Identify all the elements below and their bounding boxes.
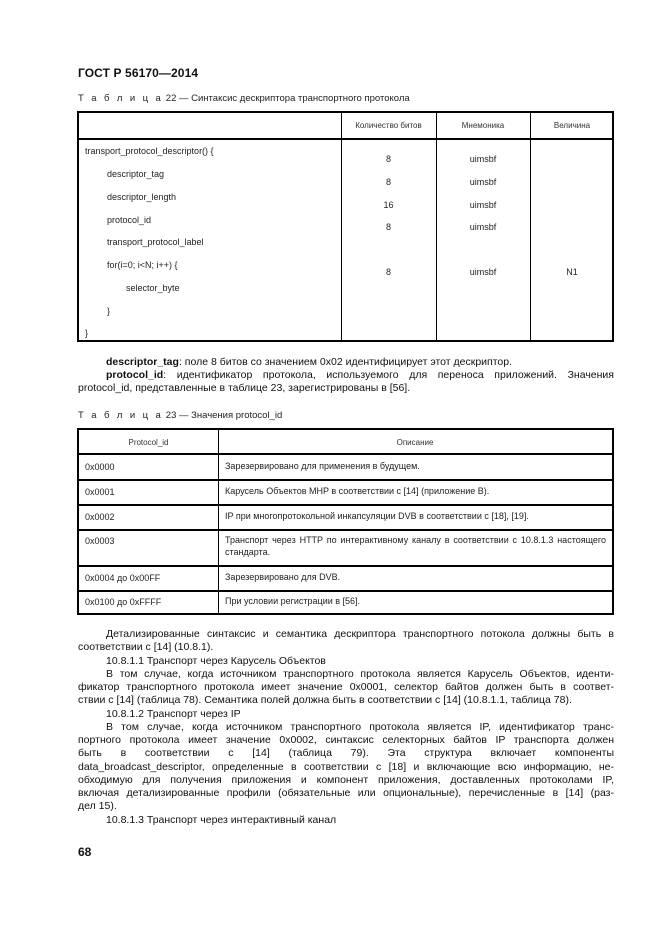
protocol-id-cell: 0x0004 до 0x00FF bbox=[85, 573, 161, 583]
protocol-id-cell: 0x0100 до 0xFFFF bbox=[85, 597, 162, 607]
body-line: data_broadcast_descriptor, определенные в соответствии с [18] и включающие всю информацию, не- bbox=[78, 761, 614, 773]
syntax-line: transport_protocol_descriptor() { bbox=[85, 146, 214, 156]
term: protocol_id bbox=[106, 369, 164, 381]
body-line: дел 15). bbox=[78, 800, 117, 812]
mnemonic-value: uimsbf bbox=[469, 267, 497, 277]
body-line: портного протокола имеет значение 0x0002, синтаксис селекторных байтов IP транспорта должен bbox=[78, 734, 614, 746]
section-heading-10-8-1-1: 10.8.1.1 Транспорт через Карусель Объектов bbox=[106, 655, 326, 667]
protocol-id-cell: 0x0003 bbox=[85, 536, 115, 546]
table-row bbox=[79, 531, 612, 565]
bits-value: 8 bbox=[385, 222, 391, 232]
table-23-protocol-ids bbox=[77, 428, 614, 615]
mnemonic-value: uimsbf bbox=[469, 154, 497, 164]
protocol-id-cell: 0x0002 bbox=[85, 512, 115, 522]
table-caption-prefix: Т а б л и ц а bbox=[78, 410, 164, 421]
table-row bbox=[79, 592, 612, 615]
paragraph-descriptor-tag bbox=[106, 356, 512, 369]
table-caption-text: — Синтаксис дескриптора транспортного протокола bbox=[179, 93, 410, 104]
body-line: обходимую для получения приложения и компонент приложения, доставленных протоколами IP, bbox=[78, 774, 614, 786]
mnemonic-value: uimsbf bbox=[469, 200, 497, 210]
syntax-line: transport_protocol_label bbox=[107, 237, 204, 247]
section-heading-10-8-1-3: 10.8.1.3 Транспорт через интерактивный канал bbox=[106, 814, 337, 826]
column-header-description: Описание bbox=[396, 438, 434, 447]
body-line: Детализированные синтаксис и семантика дескриптора транспортного потокола должны быть в bbox=[106, 628, 614, 640]
column-divider bbox=[530, 113, 531, 340]
table-caption-number: 23 bbox=[165, 410, 177, 421]
table-row bbox=[79, 506, 612, 530]
body-line: В том случае, когда источником транспортного протокола является Карусель Объектов, иденти- bbox=[106, 668, 614, 680]
paragraph-protocol-id bbox=[106, 369, 614, 382]
header-divider bbox=[79, 138, 612, 140]
description-cell: При условии регистрации в [56]. bbox=[225, 596, 361, 606]
body-line: фикатор транспортного протокола имеет значение 0x0001, селектор байтов должен быть в соответ- bbox=[78, 681, 614, 693]
mnemonic-value: uimsbf bbox=[469, 222, 497, 232]
bits-value: 8 bbox=[385, 267, 391, 277]
description-cell: Зарезервировано для применения в будущем. bbox=[225, 461, 420, 471]
table-caption-prefix: Т а б л и ц а bbox=[78, 93, 164, 104]
bits-value: 8 bbox=[385, 154, 391, 164]
protocol-id-cell: 0x0001 bbox=[85, 487, 115, 497]
section-heading-10-8-1-2: 10.8.1.2 Транспорт через IP bbox=[106, 708, 241, 720]
quantity-value: N1 bbox=[566, 267, 578, 277]
definition: : идентификатор протокола, используемого для переноса приложений. Значения bbox=[163, 369, 614, 381]
table-row bbox=[79, 481, 612, 505]
syntax-line: selector_byte bbox=[126, 283, 180, 293]
body-line: включая детализированные профили (обязательные или опциональные), перечисленные в [14] (раз- bbox=[78, 787, 614, 799]
paragraph-protocol-id-cont: protocol_id, представленные в таблице 23, зарегистрированы в [56]. bbox=[78, 382, 411, 394]
description-cell: Транспорт через HTTP по интерактивному каналу в соответствии с 10.8.1.3 настоящего стандарта. bbox=[225, 535, 606, 557]
bits-value: 16 bbox=[383, 200, 394, 210]
syntax-line: descriptor_tag bbox=[107, 169, 165, 179]
column-header-mnemonic: Мнемоника bbox=[461, 121, 505, 130]
body-line: ствии с [14] (таблица 78). Семантика полей должна быть в соответствии с [14] (10.8.1.1, таблица 78). bbox=[78, 694, 572, 706]
table-caption-text: — Значения protocol_id bbox=[179, 410, 283, 421]
body-line: соответствии с [14] (10.8.1). bbox=[78, 641, 214, 653]
document-header: ГОСТ Р 56170—2014 bbox=[78, 66, 199, 80]
table-row bbox=[79, 455, 612, 480]
definition: : поле 8 битов со значением 0x02 идентифицирует этот дескриптор. bbox=[178, 356, 512, 368]
column-header-syntax bbox=[79, 113, 341, 138]
description-cell: Карусель Объектов MHP в соответствии с [14] (приложение В). bbox=[225, 486, 490, 496]
table-caption-number: 22 bbox=[165, 93, 177, 104]
column-header-protocol-id: Protocol_id bbox=[128, 438, 169, 447]
description-cell: IP при многопротокольной инкапсуляции DVB в соответствии с [18], [19]. bbox=[225, 511, 529, 521]
syntax-line: } bbox=[107, 306, 111, 316]
table-row bbox=[79, 567, 612, 591]
syntax-line: } bbox=[85, 328, 89, 338]
column-header-bits: Количество битов bbox=[355, 121, 422, 130]
syntax-line: protocol_id bbox=[107, 215, 152, 225]
syntax-line: descriptor_length bbox=[107, 192, 177, 202]
protocol-id-cell: 0x0000 bbox=[85, 462, 115, 472]
page-number: 68 bbox=[78, 845, 92, 859]
description-cell: Зарезервировано для DVB. bbox=[225, 572, 341, 582]
table-22-caption bbox=[78, 93, 410, 104]
syntax-line: for(i=0; i<N; i++) { bbox=[107, 260, 178, 270]
body-line: быть в соответствии с [14] (таблица 79). Эта структура включает компоненты bbox=[78, 747, 614, 759]
body-line: В том случае, когда источником транспортного протокола является IP, идентификатор транс- bbox=[106, 721, 614, 733]
table-23-caption bbox=[78, 410, 282, 421]
bits-value: 8 bbox=[385, 177, 391, 187]
term: descriptor_tag bbox=[106, 356, 179, 368]
mnemonic-value: uimsbf bbox=[469, 177, 497, 187]
table-22-syntax bbox=[77, 111, 614, 342]
column-header-value: Величина bbox=[553, 121, 591, 130]
